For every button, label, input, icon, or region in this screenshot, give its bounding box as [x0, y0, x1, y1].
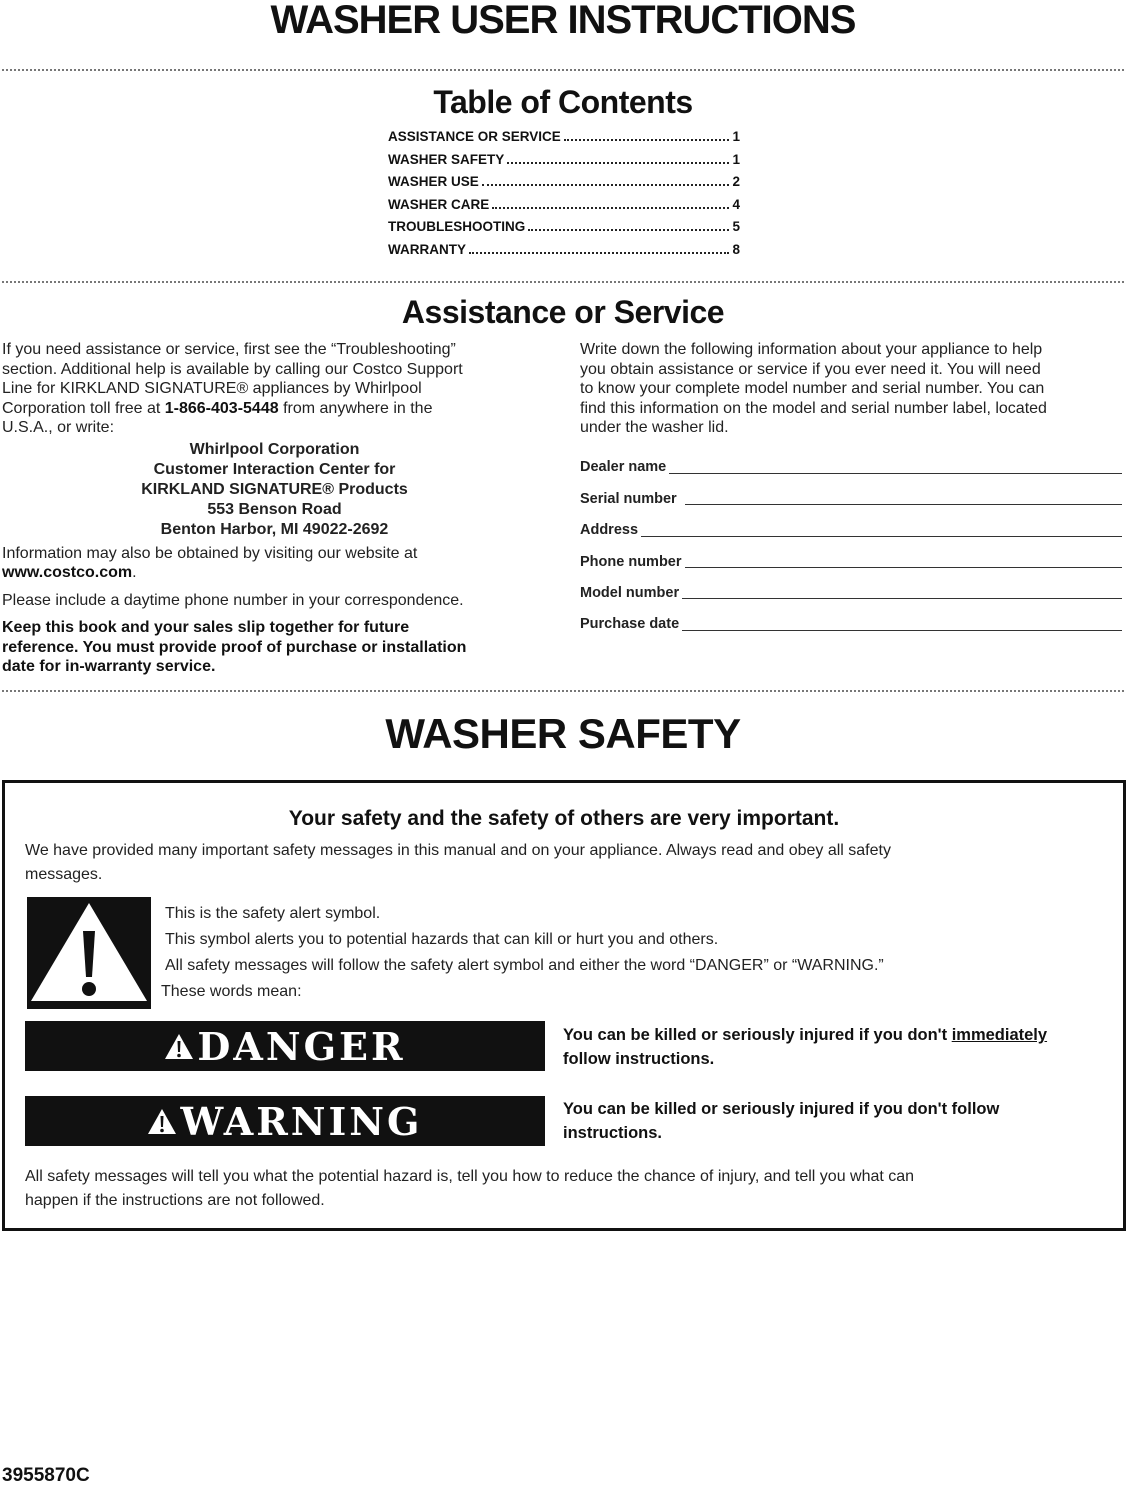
- toc-entry[interactable]: WARRANTY 8: [388, 241, 740, 257]
- warning-banner: [25, 1096, 545, 1146]
- serial-number-field[interactable]: Serial number: [580, 478, 1122, 509]
- danger-banner: [25, 1021, 545, 1071]
- toc-entry[interactable]: WASHER CARE 4: [388, 196, 740, 212]
- assistance-left-column: [2, 340, 547, 677]
- dealer-name-field[interactable]: Dealer name: [580, 447, 1122, 478]
- safety-headline: Your safety and the safety of others are very important.: [288, 807, 840, 830]
- phone-note: Please include a daytime phone number in your correspondence.: [2, 591, 464, 609]
- record-info-form: [580, 447, 1122, 635]
- purchase-date-field[interactable]: Purchase date: [580, 603, 1122, 634]
- danger-alert-icon: [164, 1033, 194, 1060]
- phone-number-field[interactable]: Phone number: [580, 541, 1122, 572]
- toc-entry[interactable]: WASHER USE 2: [388, 174, 740, 189]
- keep-book-note: Keep this book and your sales slip together for future reference. You must provide proof of purchase or installation date for in-warranty service.: [2, 619, 467, 675]
- document-number: 3955870C: [2, 1465, 90, 1486]
- website-note: Information may also be obtained by visiting our website at www.costco.com.: [2, 544, 418, 581]
- warning-description: You can be killed or seriously injured if you don't follow instructions.: [563, 1100, 1000, 1142]
- toc-entry[interactable]: WASHER SAFETY 1: [388, 151, 740, 167]
- support-phone: 1-866-403-5448: [164, 399, 279, 417]
- safety-box: [2, 780, 1126, 1231]
- safety-alert-icon: [27, 897, 151, 1009]
- record-info-intro: Write down the following information about your appliance to help you obtain assistance or service if you ever need it. You will need to know your complete model number and serial number. You can find this information on the model and serial number label, located under the washer lid.: [580, 341, 1047, 436]
- warning-label: WARNING: [180, 1098, 423, 1144]
- toc-entry[interactable]: ASSISTANCE OR SERVICE 1: [388, 129, 740, 144]
- page-title: WASHER USER INSTRUCTIONS: [270, 0, 856, 42]
- website-link[interactable]: www.costco.com: [2, 564, 133, 581]
- danger-description: You can be killed or seriously injured if you don't immediately follow instructions.: [563, 1026, 1048, 1068]
- warning-alert-icon: [147, 1108, 177, 1135]
- divider: [2, 281, 1124, 283]
- assistance-right-column: [580, 340, 1122, 635]
- address-field[interactable]: Address: [580, 509, 1122, 540]
- safety-outro: All safety messages will tell you what the potential hazard is, tell you how to reduce the chance of injury, and tell you what can happen if the instructions are not followed.: [25, 1168, 915, 1209]
- washer-safety-heading: WASHER SAFETY: [385, 710, 741, 757]
- toc-heading: Table of Contents: [433, 84, 693, 120]
- assistance-intro: If you need assistance or service, first see the “Troubleshooting” section. Additional help is available by calling our Costco Support Line for KIRKLAND SIGNATURE® appliances by Whirlpool Corporation toll free at 1-866-403-5448 from anywhere in the U.S.A., or write:: [2, 341, 463, 436]
- divider: [2, 690, 1124, 692]
- model-number-field[interactable]: Model number: [580, 572, 1122, 603]
- danger-label: DANGER: [197, 1023, 406, 1069]
- divider: [2, 69, 1124, 71]
- safety-intro: We have provided many important safety messages in this manual and on your appliance. Always read and obey all safety messages.: [25, 842, 891, 883]
- toc-entry[interactable]: TROUBLESHOOTING 5: [388, 219, 740, 234]
- table-of-contents: [388, 129, 740, 264]
- mailing-address: Whirlpool Corporation Customer Interaction Center for KIRKLAND SIGNATURE® Products 553 Benson Road Benton Harbor, MI 49022-2692: [141, 440, 408, 538]
- assistance-heading: Assistance or Service: [401, 294, 725, 330]
- alert-symbol-explanation: This is the safety alert symbol. This symbol alerts you to potential hazards that can kill or hurt you and others. All safety messages will follow the safety alert symbol and either the word “DANGER” or “WARNING.” These words mean:: [161, 905, 884, 1000]
